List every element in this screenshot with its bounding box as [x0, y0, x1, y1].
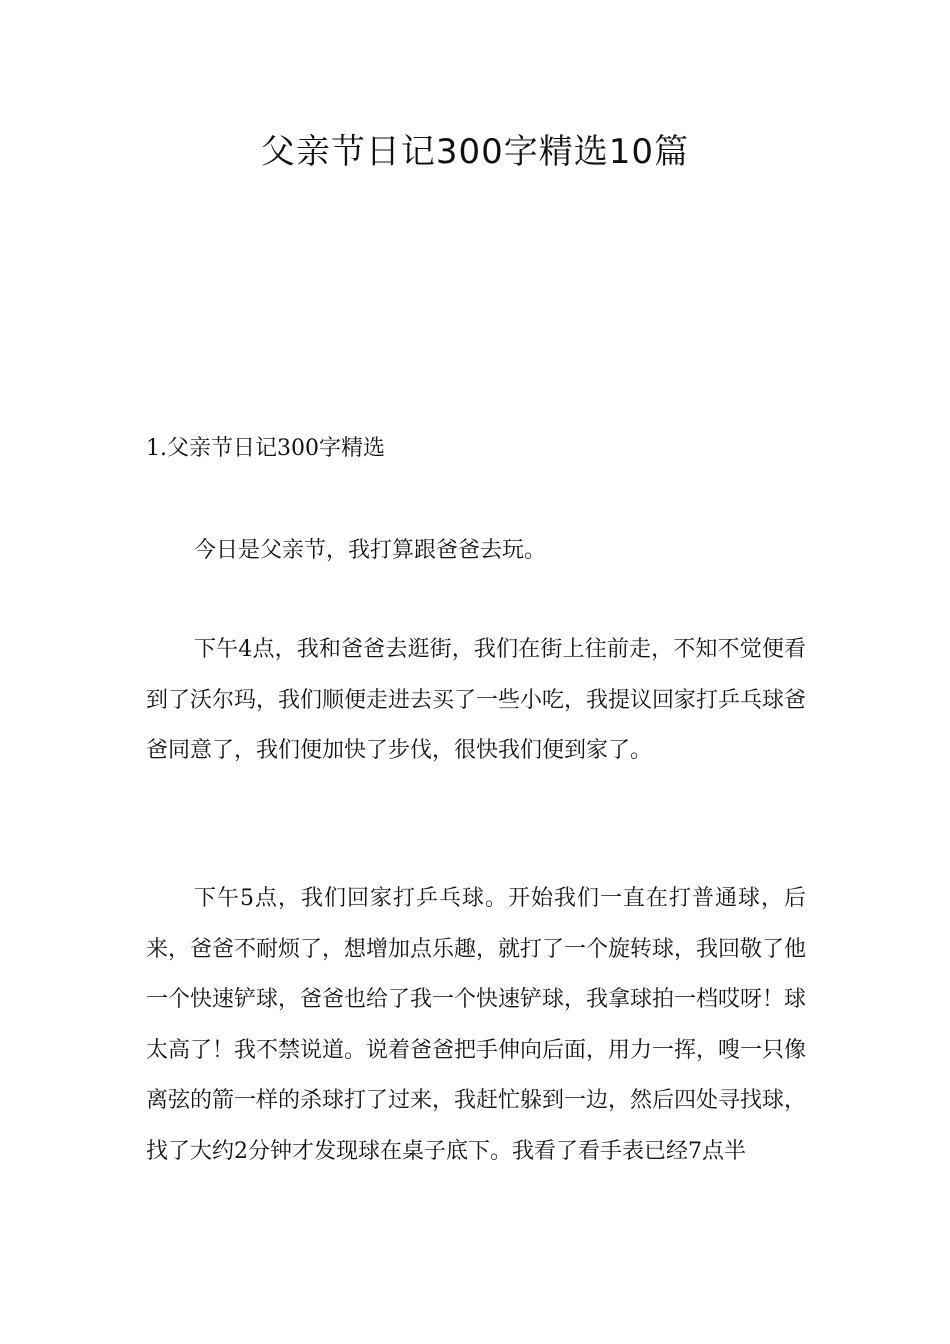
paragraph-3: 下午5点，我们回家打乒乓球。开始我们一直在打普通球，后来，爸爸不耐烦了，想增加点乐趣，就打了一个旋转球，我回敬了他一个快速铲球，爸爸也给了我一个快速铲球，我拿球拍一档哎呀！球太高了！我不禁说道。说着爸爸把手伸向后面，用力一挥，嗖一只像离弦的箭一样的杀球打了过来，我赶忙躲到一边，然后四处寻找球，找了大约2分钟才发现球在桌子底下。我看了看手表已经7点半: [146, 886, 807, 1164]
paragraph-1: 今日是父亲节，我打算跟爸爸去玩。: [194, 538, 547, 563]
section-heading: 1.父亲节日记300字精选: [146, 436, 385, 461]
document-title: 父亲节日记300字精选10篇: [260, 132, 690, 172]
paragraph-2: 下午4点，我和爸爸去逛街，我们在街上往前走，不知不觉便看到了沃尔玛，我们顺便走进去买了一些小吃，我提议回家打乒乓球爸爸同意了，我们便加快了步伐，很快我们便到家了。: [146, 637, 807, 763]
